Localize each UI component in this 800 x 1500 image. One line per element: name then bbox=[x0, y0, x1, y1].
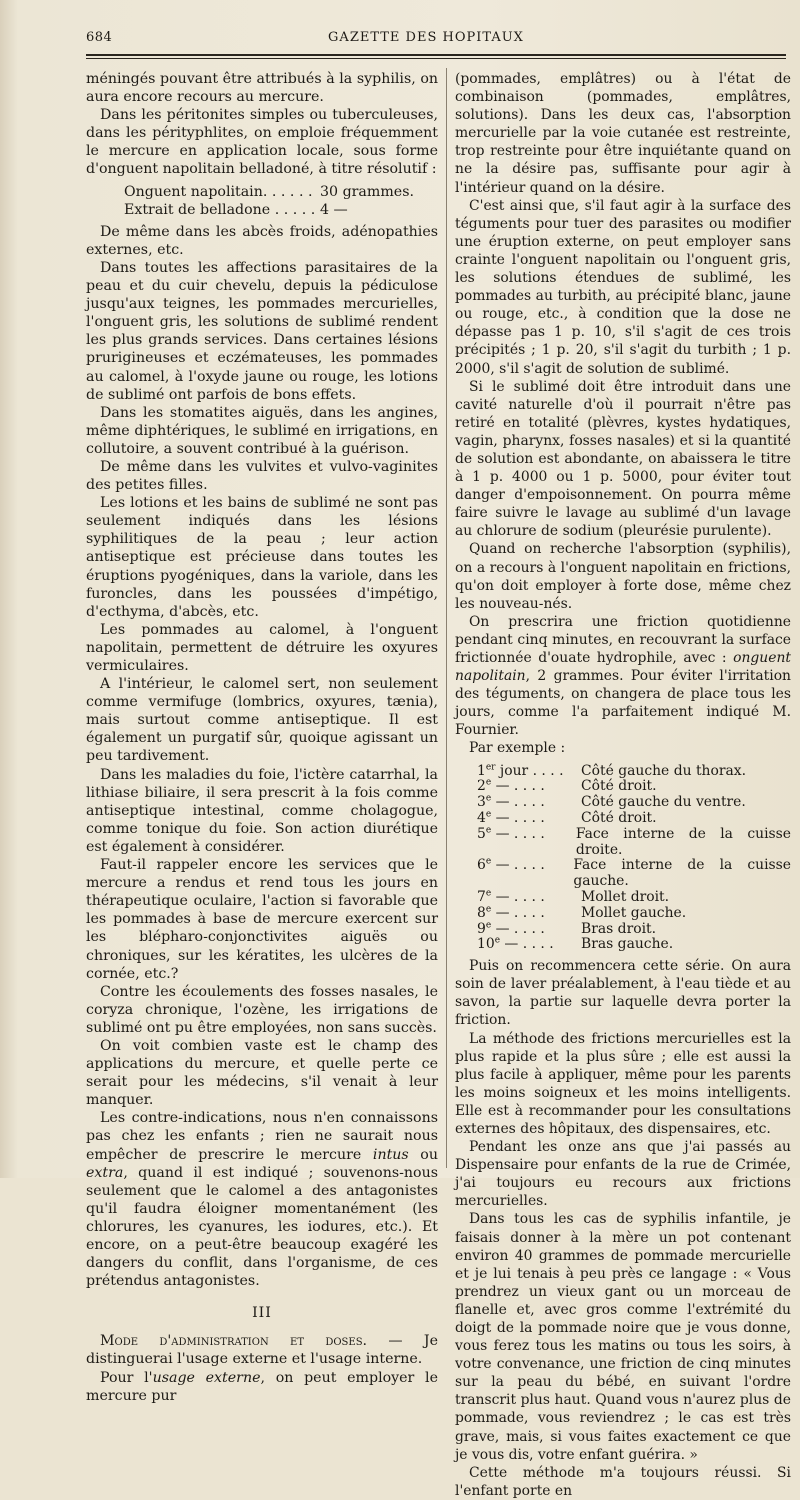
day-suffix: e bbox=[494, 935, 501, 946]
formula-dose: 30 grammes. bbox=[320, 183, 414, 200]
day-suffix: e bbox=[485, 856, 492, 867]
formula-ingredient: Onguent napolitain. . . . . . bbox=[124, 183, 313, 200]
paragraph: Si le sublimé doit être introduit dans une cavité naturelle d'où il pourrait n'être pas retiré en totalité (plèvres, kystes hydatiques, vagin, pharynx, fosses nasales) et si la quantité de solution est abondante, on abaissera le titre à 1 p. 4000 ou 1 p. 5000, pour éviter tout danger d'empoisonnement. On pourra même faire suivre le lavage au sublimé d'un lavage au chlorure de sodium (pleurésie purulente). bbox=[455, 378, 791, 540]
header-rule-thick bbox=[86, 54, 786, 56]
day-number: 5 bbox=[477, 825, 486, 842]
day-number: 2 bbox=[477, 778, 486, 795]
day-unit: — . . . . bbox=[491, 778, 545, 795]
paragraph: A l'intérieur, le calomel sert, non seulement comme vermifuge (lombrics, oxyures, tænia), mais surtout comme antiseptique. Il est également un purgatif sûr, quoique agissant un peu tardivement. bbox=[86, 676, 438, 765]
day-number: 1 bbox=[477, 762, 486, 779]
paragraph: De même dans les abcès froids, adénopathies externes, etc. bbox=[86, 223, 438, 258]
text-run: ou bbox=[408, 1146, 438, 1163]
schedule-day bbox=[477, 761, 581, 780]
paragraph: Dans les stomatites aiguës, dans les angines, même diphtériques, le sublimé en irrigations, en collutoire, a souvent contribué à la guérison. bbox=[86, 404, 438, 457]
schedule-day bbox=[477, 811, 581, 827]
paragraph: C'est ainsi que, s'il faut agir à la surface des téguments pour tuer des parasites ou modifier une éruption externe, on peut employer sans crainte l'onguent napolitain ou l'onguent gris, les solutions étendues de sublimé, les pommades au turbith, au précipité blanc, jaune ou rouge, etc., à condition que la dose ne dépasse pas 1 p. 10, s'il s'agit de ces trois précipités ; 1 p. 20, s'il s'agit du turbith ; 1 p. 2000, s'il s'agit de solution de sublimé. bbox=[455, 197, 791, 377]
header-rule-thin bbox=[86, 58, 786, 59]
day-unit: — . . . . bbox=[500, 936, 554, 953]
page-number: 684 bbox=[86, 30, 113, 45]
paragraph: Pendant les onze ans que j'ai passés au Dispensaire pour enfants de la rue de Crimée, j'ai toujours eu recours aux frictions mercurielles. bbox=[455, 1139, 791, 1210]
text-italic: extra bbox=[86, 1164, 124, 1181]
day-number: 10 bbox=[477, 936, 495, 953]
schedule-site: Côté gauche du ventre. bbox=[581, 794, 746, 811]
schedule-row bbox=[477, 795, 791, 811]
text-run: On prescrira une friction quotidienne pendant cinq minutes, en recouvrant la surface frictionnée d'ouate hydrophile, avec : bbox=[455, 613, 791, 666]
page-header bbox=[86, 30, 766, 50]
schedule-site: Bras gauche. bbox=[581, 936, 674, 953]
paragraph: De même dans les vulvites et vulvo-vaginites des petites filles. bbox=[86, 458, 438, 494]
schedule-row bbox=[477, 811, 791, 827]
day-number: 6 bbox=[477, 857, 486, 874]
text-run: , 2 grammes. Pour éviter l'irritation des téguments, on changera de place tous les jours, comme l'a parfaitement indiqué M. Fournier. bbox=[455, 668, 791, 739]
day-suffix: e bbox=[485, 793, 492, 804]
schedule-site: Côté droit. bbox=[581, 809, 657, 826]
formula-line bbox=[124, 183, 438, 201]
schedule-site: Côté droit. bbox=[581, 778, 657, 795]
running-title: GAZETTE DES HOPITAUX bbox=[328, 30, 524, 45]
day-number: 9 bbox=[477, 920, 486, 937]
schedule-day bbox=[477, 795, 581, 811]
text-run: — Je distinguerai l'usage externe et l'usage interne. bbox=[86, 1333, 439, 1368]
schedule-row bbox=[477, 858, 791, 890]
day-unit: — . . . . bbox=[491, 920, 545, 937]
schedule-row bbox=[477, 827, 791, 859]
day-unit: — . . . . bbox=[491, 904, 545, 921]
paragraph: Dans tous les cas de syphilis infantile, je faisais donner à la mère un pot contenant environ 40 grammes de pommade mercurielle et je lui tenais à peu près ce langage : « Vous prendrez un vieux gant ou un morceau de flanelle et, avec gros comme l'extrémité du doigt de la pommade noire que je vous donne, vous ferez tous les matins ou tous les soirs, à votre convenance, une friction de cinq minutes sur la peau du bébé, en suivant l'ordre transcrit plus haut. Quand vous n'aurez plus de pommade, vous reviendrez ; le cas est très grave, mais, si vous faites exactement ce que je vous dis, votre enfant guérira. » bbox=[455, 1211, 791, 1463]
text-run: Pour l' bbox=[100, 1369, 153, 1386]
right-column bbox=[455, 70, 791, 1500]
schedule-row bbox=[477, 779, 791, 795]
day-unit: — . . . . bbox=[491, 825, 545, 842]
day-unit: — . . . . bbox=[491, 809, 545, 826]
paragraph bbox=[86, 1109, 438, 1290]
paragraph: Contre les écoulements des fosses nasales, le coryza chronique, l'ozène, les irrigations de sublimé ont pu être employées, non sans succès. bbox=[86, 983, 438, 1036]
schedule-row bbox=[477, 937, 791, 953]
schedule-site: Face interne de la cuisse droite. bbox=[575, 825, 791, 858]
day-suffix: e bbox=[485, 777, 492, 788]
text-italic: onguent napolitain bbox=[455, 650, 791, 685]
day-suffix: e bbox=[485, 904, 492, 915]
schedule-row bbox=[477, 890, 791, 906]
paragraph: Puis on recommencera cette série. On aura soin de laver préalablement, à l'eau tiède et au savon, la partie sur laquelle devra porter la friction. bbox=[455, 958, 791, 1029]
paragraph: Les pommades au calomel, à l'onguent napolitain, permettent de détruire les oxyures vermiculaires. bbox=[86, 621, 438, 674]
formula-ingredient: Extrait de belladone . . . . . bbox=[124, 201, 316, 218]
day-suffix: er bbox=[485, 761, 496, 772]
left-column bbox=[86, 70, 438, 1405]
day-number: 4 bbox=[477, 809, 486, 826]
paragraph: Les lotions et les bains de sublimé ne sont pas seulement indiqués dans les lésions syphilitiques de la peau ; leur action antiseptique est précieuse dans toutes les éruptions pyogéniques, dans la variole, dans les furoncles, dans les poussées d'impétigo, d'ecthyma, d'abcès, etc. bbox=[86, 495, 438, 620]
schedule-day bbox=[477, 858, 573, 890]
schedule-site: Mollet droit. bbox=[581, 888, 670, 905]
paragraph: Dans les maladies du foie, l'ictère catarrhal, la lithiase biliaire, il sera prescrit à la fois comme antiseptique intestinal, comme cholagogue, comme tonique du foie. Son action diurétique est également à considérer. bbox=[86, 766, 438, 855]
paragraph: Faut-il rappeler encore les services que le mercure a rendus et rend tous les jours en thérapeutique oculaire, l'action si favorable que les pommades à base de mercure exercent sur les blépharo-conjonctivites aiguës ou chroniques, sur les kératites, les ulcères de la cornée, etc.? bbox=[86, 857, 438, 982]
paragraph: Quand on recherche l'absorption (syphilis), on a recours à l'onguent napolitain en frictions, qu'on doit employer à forte dose, même chez les nouveau-nés. bbox=[455, 541, 791, 612]
paragraph: La méthode des frictions mercurielles est la plus rapide et la plus sûre ; elle est aussi la plus facile à appliquer, même pour les parents les moins soigneux et les moins intelligents. Elle est à recommander pour les consultations externes des hôpitaux, des dispensaires, etc. bbox=[455, 1030, 791, 1137]
paragraph bbox=[455, 613, 791, 740]
day-suffix: e bbox=[485, 888, 492, 899]
text-run: Les contre-indications, nous n'en connaissons pas chez les enfants ; rien ne saurait nous empêcher de prescrire le mercure bbox=[86, 1110, 438, 1163]
formula-dose: 4 — bbox=[320, 201, 348, 218]
day-number: 7 bbox=[477, 888, 486, 905]
column-divider bbox=[446, 68, 447, 1168]
day-suffix: e bbox=[485, 919, 492, 930]
paragraph: Par exemple : bbox=[469, 740, 566, 757]
paragraph bbox=[86, 1332, 438, 1368]
text-italic: usage externe bbox=[152, 1369, 261, 1386]
day-unit: — . . . . bbox=[491, 857, 545, 874]
schedule-row bbox=[477, 761, 791, 780]
text-run: , quand il est indiqué ; souvenons-nous seulement que le calomel a des antagonistes qu'il faudra éloigner momentanément (les chlorures, les cyanures, les iodures, etc.). Et encore, on a peut-être beaucoup exagéré les dangers du conflit, dans l'organisme, de ces prétendus antagonistes. bbox=[86, 1164, 438, 1290]
paragraph bbox=[86, 1369, 438, 1405]
day-suffix: e bbox=[485, 825, 492, 836]
friction-schedule bbox=[477, 761, 791, 954]
schedule-day bbox=[477, 919, 581, 938]
schedule-day bbox=[477, 779, 581, 795]
day-number: 8 bbox=[477, 904, 486, 921]
paragraph: On voit combien vaste est le champ des applications du mercure, et quelle perte ce serait pour les médecins, s'il venait à leur manquer. bbox=[86, 1037, 438, 1109]
paragraph: (pommades, emplâtres) ou à l'état de combinaison (pommades, emplâtres, solutions). Dans les deux cas, l'absorption mercurielle par la voie cutanée est restreinte, trop restreinte pour être inquiétante quand on ne la désire pas, suffisante pour agir à l'intérieur quand on la désire. bbox=[455, 71, 791, 196]
schedule-day bbox=[477, 890, 581, 906]
day-unit: — . . . . bbox=[491, 794, 545, 811]
schedule-row bbox=[477, 919, 791, 938]
paragraph: méningés pouvant être attribués à la syphilis, on aura encore recours au mercure. bbox=[86, 71, 438, 106]
schedule-site: Côté gauche du thorax. bbox=[581, 762, 747, 779]
paragraph: Dans toutes les affections parasitaires de la peau et du cuir chevelu, depuis la pédiculose jusqu'aux teignes, les pommades mercurielles, l'onguent gris, les solutions de sublimé rendent les plus grands services. Dans certaines lésions prurigineuses et eczémateuses, les pommades au calomel, à l'oxyde jaune ou rouge, les lotions de sublimé ont parfois de bons effets. bbox=[86, 259, 438, 403]
paragraph: Cette méthode m'a toujours réussi. Si l'enfant porte en bbox=[455, 1464, 791, 1499]
prescription-formula bbox=[124, 183, 438, 219]
schedule-day bbox=[477, 937, 581, 953]
schedule-site: Face interne de la cuisse gauche. bbox=[573, 857, 791, 890]
day-number: 3 bbox=[477, 794, 486, 811]
formula-line bbox=[124, 201, 438, 219]
schedule-site: Bras droit. bbox=[581, 920, 657, 937]
text-run: , on peut employer le mercure pur bbox=[86, 1369, 438, 1404]
schedule-row bbox=[477, 906, 791, 922]
day-suffix: e bbox=[485, 809, 492, 820]
section-heading: Mode d'administration et doses. bbox=[100, 1333, 368, 1350]
day-unit: jour . . . . bbox=[495, 762, 564, 779]
schedule-site: Mollet gauche. bbox=[581, 904, 687, 921]
paragraph: Dans les péritonites simples ou tuberculeuses, dans les pérityphlites, on emploie fréquemment le mercure en application locale, sous forme d'onguent napolitain belladoné, à titre résolutif : bbox=[86, 107, 438, 178]
schedule-day bbox=[477, 906, 581, 922]
text-italic: intus bbox=[372, 1146, 409, 1163]
section-number: III bbox=[252, 1305, 272, 1322]
schedule-day bbox=[477, 827, 576, 859]
day-unit: — . . . . bbox=[491, 888, 545, 905]
